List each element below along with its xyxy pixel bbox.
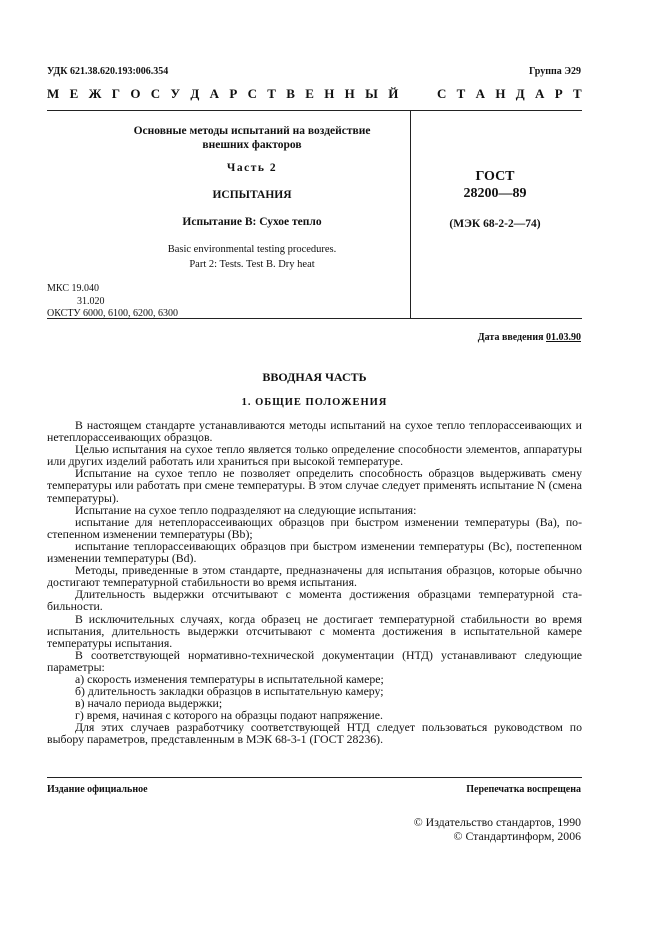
okstu-codes: ОКСТУ 6000, 6100, 6200, 6300 <box>47 308 179 319</box>
mks-code-2: 31.020 <box>77 295 105 307</box>
group-code: Группа Э29 <box>529 66 581 77</box>
paragraph: Для этих случаев разработчику соответствующей НТД следует пользоваться руководством по выбору параметров, представленным в МЭК 68-3-1 (ГОСТ 28236). <box>47 720 582 747</box>
list-item: в) начало периода выдержки; <box>75 696 223 711</box>
gost-number: 28200—89 <box>463 186 527 201</box>
gost-designation <box>425 168 565 202</box>
paragraph: Целью испытания на сухое тепло является только определение способности элементов, аппаратуры или других изделий работать или храниться при высокой температуре. <box>47 442 582 469</box>
english-title-line-2: Part 2: Tests. Test B. Dry heat <box>189 259 315 270</box>
banner-letter: Р <box>554 86 563 101</box>
section-subheading: 1. ОБЩИЕ ПОЛОЖЕНИЯ <box>241 397 388 408</box>
banner-gap <box>409 86 427 102</box>
official-edition: Издание официальное <box>47 784 148 795</box>
date-label: Дата введения <box>477 332 544 343</box>
introduction-date <box>478 332 581 343</box>
banner-letter: У <box>170 86 181 101</box>
banner-letter: С <box>436 86 447 101</box>
middle-divider <box>47 318 582 319</box>
paragraph: Длительность выдержки отсчитывают с момента достижения образцами температурной стабильности. <box>47 587 582 614</box>
paragraph: Испытание на сухое тепло подразделяют на следующие испытания: <box>75 502 417 517</box>
banner-letter: Г <box>111 86 121 101</box>
interstate-standard-banner <box>47 86 582 102</box>
gost-label: ГОСТ <box>475 169 515 184</box>
banner-letter: Д <box>190 86 200 101</box>
udk-code: УДК 621.38.620.193:006.354 <box>47 66 169 77</box>
list-item: б) длительность закладки образцов в испытательную камеру; <box>75 684 384 699</box>
top-divider <box>47 110 582 111</box>
banner-letter: Й <box>388 86 399 101</box>
mks-code-1: МКС 19.040 <box>47 283 99 294</box>
classification-codes <box>47 283 178 321</box>
title-line-2: внешних факторов <box>202 139 302 151</box>
banner-letter: В <box>286 86 295 101</box>
part-number: Часть 2 <box>226 162 278 174</box>
banner-letter: Н <box>344 86 355 101</box>
banner-letter: А <box>475 86 486 101</box>
banner-letter: Т <box>573 86 582 101</box>
body-text <box>47 419 582 746</box>
banner-letter: С <box>150 86 161 101</box>
banner-letter: Р <box>229 86 238 101</box>
paragraph: испытание теплорассеивающих образцов при быстром изменении температуры (Вс), постепенном изменении температуры (Bd). <box>47 538 582 566</box>
banner-letter: Т <box>456 86 466 101</box>
banner-letter: Ж <box>88 86 102 101</box>
banner-letter: Ы <box>365 86 378 101</box>
english-title-line-1: Basic environmental testing procedures. <box>167 244 337 255</box>
title-line-1: Основные методы испытаний на воздействие <box>133 125 371 137</box>
banner-letter: Д <box>515 86 525 101</box>
list-item: г) время, начиная с которого на образцы подают напряжение. <box>75 708 383 723</box>
paragraph: В исключительных случаях, когда образец не достигает температурной стабильности во время испытания, длительность выдержки отсчитывают с момента достижения в испытательной камере температуры испытания. <box>47 611 582 650</box>
copyright-block <box>414 815 581 843</box>
bottom-divider <box>47 777 582 778</box>
banner-letter: Е <box>69 86 79 101</box>
iec-reference: (МЭК 68-2-2—74) <box>449 218 541 230</box>
banner-letter: Е <box>305 86 314 101</box>
banner-letter: М <box>47 86 60 101</box>
banner-letter: С <box>247 86 257 101</box>
paragraph: В соответствующей нормативно-технической документации (НТД) устанавливают следующие параметры: <box>47 647 582 674</box>
reprint-prohibited: Перепечатка воспрещена <box>466 784 581 795</box>
paragraph: испытание для нетеплорассеивающих образцов при быстром изменении температуры (Ва), постепенном изменении температуры (Bb); <box>47 514 582 541</box>
section-heading: ВВОДНАЯ ЧАСТЬ <box>262 370 367 384</box>
paragraph: Методы, приведенные в этом стандарте, предназначены для испытания образцов, которые обычно достигают температурной стабильности во время испытания. <box>47 563 582 590</box>
banner-letter: Н <box>324 86 335 101</box>
paragraph: Испытание на сухое тепло не позволяет определить способность образцов выдерживать смену температуры или работать при смене температуры. В этом случае следует применять испытание N (смена температуры). <box>47 466 582 505</box>
copyright-line-2: © Стандартинформ, 2006 <box>453 829 581 843</box>
banner-letter: Т <box>267 86 276 101</box>
copyright-line-1: © Издательство стандартов, 1990 <box>413 815 581 829</box>
banner-letter: О <box>130 86 141 101</box>
english-title <box>112 242 392 272</box>
banner-letter: Н <box>495 86 506 101</box>
paragraph: В настоящем стандарте устанавливаются методы испытаний на сухое тепло теплорассеивающих и нетеплорассеивающих образцов. <box>47 418 582 445</box>
banner-letter: А <box>209 86 219 101</box>
test-b-title: Испытание В: Сухое тепло <box>182 216 322 228</box>
banner-letter: А <box>535 86 545 101</box>
standard-title <box>112 124 392 152</box>
tests-heading: ИСПЫТАНИЯ <box>212 189 292 201</box>
date-value: 01.03.90 <box>546 332 581 343</box>
list-item: а) скорость изменения температуры в испытательной камере; <box>75 671 384 686</box>
vertical-divider <box>410 110 411 318</box>
